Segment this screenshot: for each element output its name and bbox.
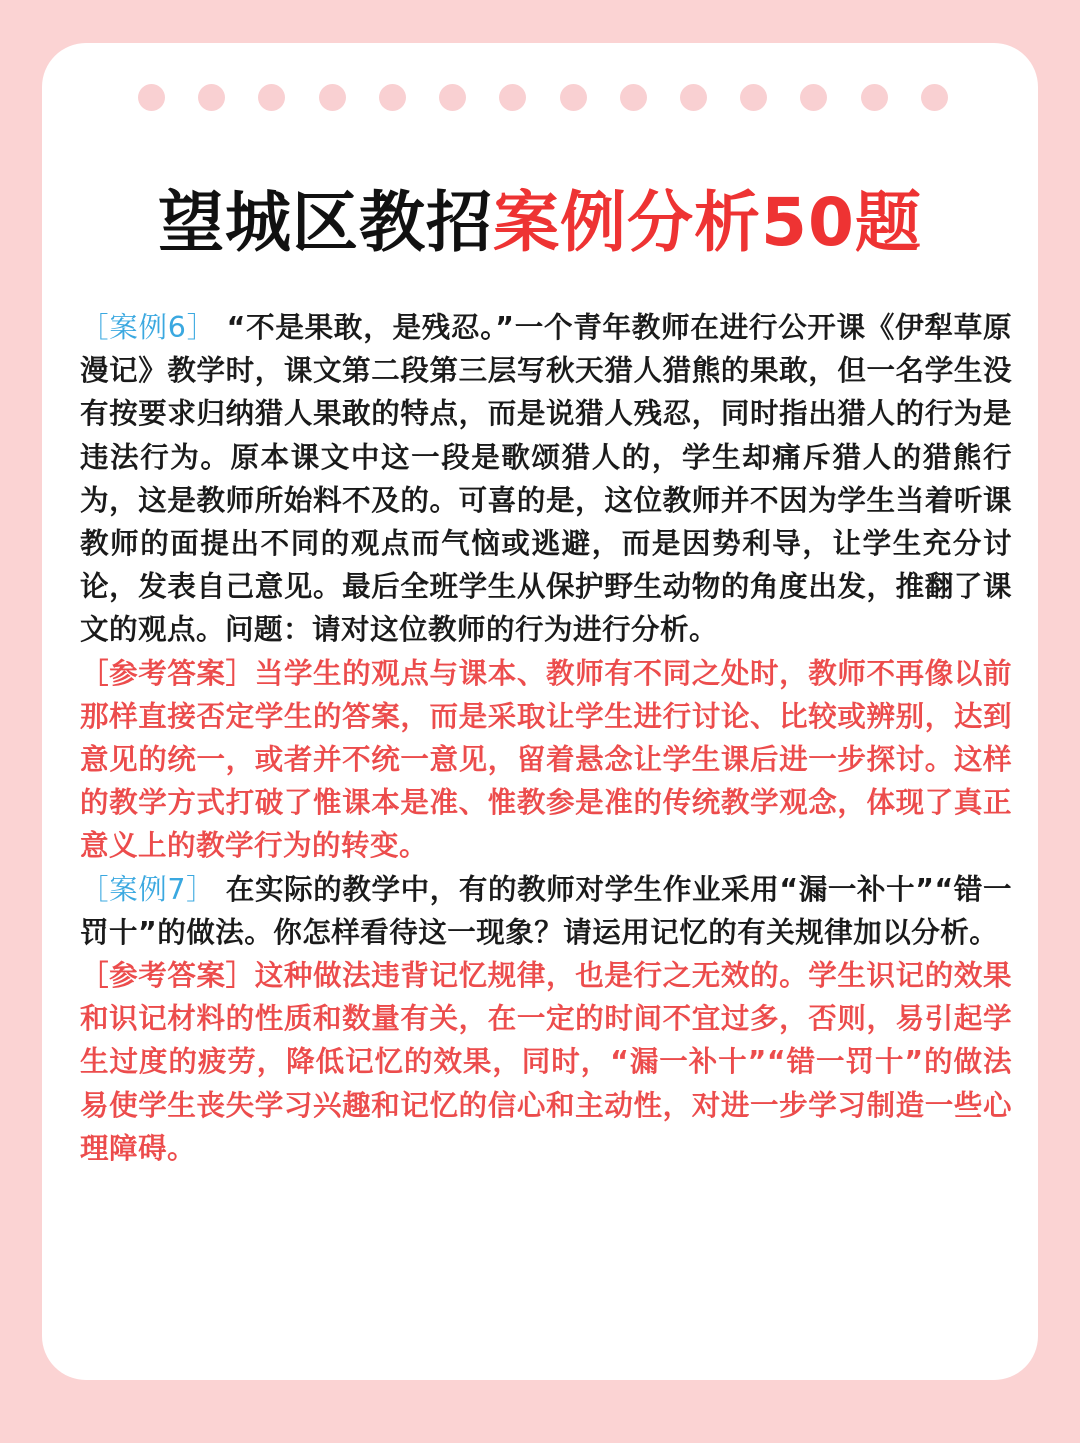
- dot: [560, 84, 587, 111]
- page-title: [0, 180, 1080, 266]
- case-7-question-text: 在实际的教学中，有的教师对学生作业采用“漏一补十”“错一罚十”的做法。你怎样看待这一现象？请运用记忆的有关规律加以分析。: [80, 872, 1012, 949]
- case-7-answer-text: 这种做法违背记忆规律，也是行之无效的。学生识记的效果和识记材料的性质和数量有关，在一定的时间不宜过多，否则，易引起学生过度的疲劳，降低记忆的效果，同时，“漏一补十”“错一罚十”的做法易使学生丧失学习兴趣和记忆的信心和主动性，对进一步学习制造一些心理障碍。: [80, 959, 1012, 1165]
- dot: [620, 84, 647, 111]
- dot: [921, 84, 948, 111]
- dot: [800, 84, 827, 111]
- dot: [379, 84, 406, 111]
- case-7-answer-tag: ［参考答案］: [80, 959, 255, 993]
- title-main: 望城区教招: [158, 184, 494, 261]
- case-6-answer-text: 当学生的观点与课本、教师有不同之处时，教师不再像以前那样直接否定学生的答案，而是采取让学生进行讨论、比较或辨别，达到意见的统一，或者并不统一意见，留着悬念让学生课后进一步探讨。这样的教学方式打破了惟课本是准、惟教参是准的传统教学观念，体现了真正意义上的教学行为的转变。: [80, 656, 1012, 863]
- case-6-answer-tag: ［参考答案］: [80, 656, 255, 690]
- case-6-question: [80, 306, 1012, 652]
- dot: [439, 84, 466, 111]
- title-accent: 案例分析50题: [493, 184, 922, 261]
- dot: [198, 84, 225, 111]
- case-7-question: [80, 868, 1012, 954]
- dot: [138, 84, 165, 111]
- dot: [861, 84, 888, 111]
- dot: [680, 84, 707, 111]
- case-7-answer: [80, 954, 1012, 1170]
- case-7-tag: ［案例7］: [80, 872, 216, 906]
- dot: [319, 84, 346, 111]
- dot: [740, 84, 767, 111]
- case-6-answer: [80, 652, 1012, 868]
- decorative-dots: [138, 84, 948, 112]
- case-6-tag: ［案例6］: [80, 311, 216, 344]
- article-body: [80, 306, 1012, 1170]
- dot: [499, 84, 526, 111]
- dot: [258, 84, 285, 111]
- case-6-question-text: “不是果敢，是残忍。”一个青年教师在进行公开课《伊犁草原漫记》教学时，课文第二段第三层写秋天猎人猎熊的果敢，但一名学生没有按要求归纳猎人果敢的特点，而是说猎人残忍，同时指出猎人的行为是违法行为。原本课文中这一段是歌颂猎人的，学生却痛斥猎人的猎熊行为，这是教师所始料不及的。可喜的是，这位教师并不因为学生当着听课教师的面提出不同的观点而气恼或逃避，而是因势利导，让学生充分讨论，发表自己意见。最后全班学生从保护野生动物的角度出发，推翻了课文的观点。问题：请对这位教师的行为进行分析。: [80, 311, 1012, 647]
